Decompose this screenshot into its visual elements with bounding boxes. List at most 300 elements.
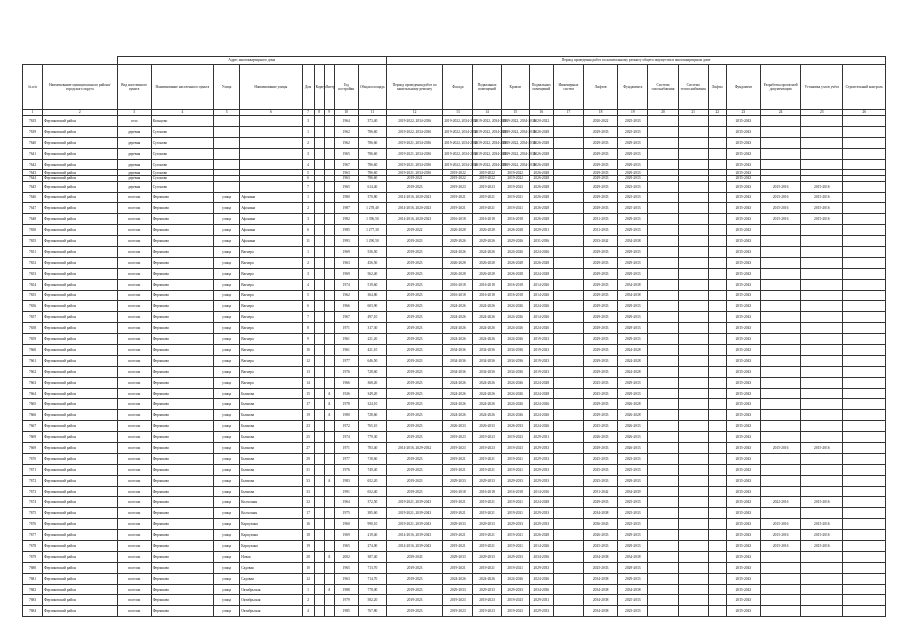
liter-cell xyxy=(324,257,334,268)
roof-cell: 2019-2021 xyxy=(501,541,529,552)
basement-cell: 2019-2021 xyxy=(473,508,501,519)
year-cell: 1983 xyxy=(334,475,358,486)
basement-cell: 2019-2021 xyxy=(473,453,501,464)
heat-cell: 2029-2033 xyxy=(618,148,648,159)
col-blank xyxy=(23,57,43,65)
street-cell: Вагнера xyxy=(240,366,302,377)
settlement-type-cell: поселок xyxy=(117,443,151,454)
settlement-type-cell: поселок xyxy=(117,290,151,301)
heat-cell: 2029-2033 xyxy=(618,225,648,236)
systems-cell: 2024-2026 xyxy=(529,410,553,421)
control-cell: 2035-2043 xyxy=(726,595,760,606)
street-type-cell: улица xyxy=(214,257,240,268)
house-cell: 13 xyxy=(302,366,314,377)
meter-cell xyxy=(801,355,843,366)
systems-cell: 2026-2028 xyxy=(529,192,553,203)
gas-cell: 2029-2033 xyxy=(584,399,618,410)
row-number: 7652 xyxy=(23,257,43,268)
district-cell: Ферзиковский район xyxy=(43,366,117,377)
street-type-cell: улица xyxy=(214,606,240,617)
dash-cell xyxy=(553,323,583,334)
area-cell: 779,30 xyxy=(358,432,386,443)
street-cell xyxy=(240,159,302,170)
settlement-type-cell: поселок xyxy=(117,203,151,214)
settlement-cell: Ферзиково xyxy=(151,595,213,606)
control-cell: 2035-2043 xyxy=(726,541,760,552)
settlement-cell: Ферзиково xyxy=(151,584,213,595)
gas-cell: 2031-2042 xyxy=(584,486,618,497)
period-cell: 2014-2016, 2020-2023 xyxy=(387,203,443,214)
year-cell: 1972 xyxy=(334,421,358,432)
settlement-type-cell: поселок xyxy=(117,562,151,573)
column-header: Дом xyxy=(302,65,314,110)
district-cell: Ферзиковский район xyxy=(43,137,117,148)
column-header: Кровли xyxy=(501,65,529,110)
district-cell: Ферзиковский район xyxy=(43,410,117,421)
supervision-cell xyxy=(843,268,886,279)
district-cell: Ферзиковский район xyxy=(43,312,117,323)
korpus-cell xyxy=(314,334,324,345)
liter-cell xyxy=(324,236,334,247)
table-row xyxy=(23,486,886,497)
roof-cell: 2016-2018 xyxy=(501,290,529,301)
dash-cell xyxy=(708,508,726,519)
meter-cell xyxy=(801,225,843,236)
house-cell: 32 xyxy=(302,497,314,508)
lift-cell xyxy=(648,203,678,214)
settlement-type-cell: поселок xyxy=(117,301,151,312)
gas-cell: 2029-2033 xyxy=(584,345,618,356)
supervision-cell xyxy=(843,355,886,366)
dash-cell xyxy=(708,562,726,573)
settlement-cell: Ферзиково xyxy=(151,279,213,290)
control-cell: 2035-2043 xyxy=(726,388,760,399)
supervision-cell xyxy=(843,159,886,170)
systems-cell: 2024-2028 xyxy=(529,268,553,279)
gas-cell: 2025-2033 xyxy=(584,562,618,573)
row-number: 7671 xyxy=(23,464,43,475)
district-cell: Ферзиковский район xyxy=(43,421,117,432)
roof-cell: 2029-2026 xyxy=(501,236,529,247)
lift-cell xyxy=(648,453,678,464)
meter-cell xyxy=(801,257,843,268)
control-cell: 2035-2043 xyxy=(726,551,760,562)
row-number: 7674 xyxy=(23,497,43,508)
liter-cell xyxy=(324,432,334,443)
facade-cell: 2019-2022, 2034-2036 xyxy=(443,159,473,170)
basement-cell: 2019-2023 xyxy=(473,606,501,617)
basement-cell: 2019-2021 xyxy=(473,464,501,475)
period-cell: 2019-2021, 2034-2036 xyxy=(387,137,443,148)
column-number: 12 xyxy=(387,110,443,116)
roof-cell: 2016-2018 xyxy=(501,214,529,225)
column-header-row xyxy=(23,65,886,110)
systems-cell: 2026-2028 xyxy=(529,148,553,159)
settlement-cell: Ферзиково xyxy=(151,388,213,399)
house-cell: 1 xyxy=(302,584,314,595)
roof-cell: 2019-2021 xyxy=(501,497,529,508)
dash-cell xyxy=(553,497,583,508)
basement-cell: 2029-2033 xyxy=(473,551,501,562)
settlement-cell: Ферзиково xyxy=(151,246,213,257)
foundation-cell xyxy=(678,453,708,464)
gas-cell: 2029-2033 xyxy=(584,148,618,159)
design-cell xyxy=(761,366,801,377)
foundation-cell xyxy=(678,475,708,486)
settlement-cell: Ферзиково xyxy=(151,345,213,356)
facade-cell: 2026-2033 xyxy=(443,421,473,432)
column-header: Общая площадь xyxy=(358,65,386,110)
settlement-type-cell: деревня xyxy=(117,137,151,148)
row-number: 7678 xyxy=(23,541,43,552)
basement-cell: 2016-2018 xyxy=(473,290,501,301)
control-cell: 2035-2043 xyxy=(726,192,760,203)
gas-cell: 2029-2033 xyxy=(584,312,618,323)
gas-cell: 2029-2033 xyxy=(584,257,618,268)
design-cell: 2015-2016 xyxy=(761,192,801,203)
lift-cell xyxy=(648,573,678,584)
settlement-type-cell: поселок xyxy=(117,519,151,530)
row-number: 7663 xyxy=(23,377,43,388)
column-number: 21 xyxy=(678,110,708,116)
korpus-cell xyxy=(314,377,324,388)
korpus-cell xyxy=(314,246,324,257)
year-cell: 1985 xyxy=(334,606,358,617)
control-cell: 2035-2043 xyxy=(726,214,760,225)
period-cell: 2019-2023 xyxy=(387,323,443,334)
foundation-cell xyxy=(678,203,708,214)
gas-cell: 2029-2033 xyxy=(584,159,618,170)
settlement-type-cell: поселок xyxy=(117,355,151,366)
column-header: Система теплоснабжения xyxy=(678,65,708,110)
street-type-cell: улица xyxy=(214,214,240,225)
systems-cell: 2026-2028 xyxy=(529,137,553,148)
period-cell: 2014-2016, 2039-2043 xyxy=(387,530,443,541)
district-cell: Ферзиковский район xyxy=(43,301,117,312)
year-cell: 1963 xyxy=(334,257,358,268)
row-number: 7647 xyxy=(23,203,43,214)
settlement-cell: Сугоново xyxy=(151,148,213,159)
gas-cell: 2029-2033 xyxy=(584,497,618,508)
district-cell: Ферзиковский район xyxy=(43,214,117,225)
dash-cell xyxy=(708,214,726,225)
design-cell xyxy=(761,421,801,432)
meter-cell xyxy=(801,366,843,377)
meter-cell xyxy=(801,377,843,388)
house-cell: 6 xyxy=(302,225,314,236)
control-cell: 2035-2043 xyxy=(726,443,760,454)
systems-cell: 2026-2028 xyxy=(529,214,553,225)
street-type-cell: улица xyxy=(214,443,240,454)
design-cell xyxy=(761,301,801,312)
basement-cell: 2019-2022, 2034-2036 xyxy=(473,137,501,148)
district-cell: Ферзиковский район xyxy=(43,268,117,279)
liter-cell xyxy=(324,148,334,159)
systems-cell: 2026-2028 xyxy=(529,126,553,137)
street-cell: Бычкова xyxy=(240,443,302,454)
facade-cell: 2019-2021 xyxy=(443,562,473,573)
year-cell: 1965 xyxy=(334,148,358,159)
street-type-cell xyxy=(214,126,240,137)
district-cell: Ферзиковский район xyxy=(43,584,117,595)
settlement-type-cell: поселок xyxy=(117,530,151,541)
house-cell: 4 xyxy=(302,159,314,170)
meter-cell xyxy=(801,551,843,562)
korpus-cell xyxy=(314,584,324,595)
gas-cell: 2034-2038 xyxy=(584,573,618,584)
street-type-cell: улица xyxy=(214,225,240,236)
year-cell: 1963 xyxy=(334,170,358,176)
period-cell: 2019-2023 xyxy=(387,334,443,345)
area-cell: 456,50 xyxy=(358,257,386,268)
control-cell: 2035-2043 xyxy=(726,312,760,323)
control-cell: 2035-2043 xyxy=(726,355,760,366)
liter-cell xyxy=(324,366,334,377)
street-cell: Афонина xyxy=(240,192,302,203)
settlement-type-cell: поселок xyxy=(117,225,151,236)
design-cell xyxy=(761,225,801,236)
street-type-cell: улица xyxy=(214,345,240,356)
street-cell: Вагнера xyxy=(240,268,302,279)
dash-cell xyxy=(553,148,583,159)
basement-cell: 2019-2022, 2034-2036 xyxy=(473,116,501,127)
settlement-cell: Ферзиково xyxy=(151,464,213,475)
dash-cell xyxy=(553,203,583,214)
korpus-cell xyxy=(314,116,324,127)
table-row xyxy=(23,116,886,127)
column-number: 1 xyxy=(23,110,43,116)
dash-cell xyxy=(708,366,726,377)
house-cell: 33 xyxy=(302,486,314,497)
table-row xyxy=(23,192,886,203)
settlement-cell: Ферзиково xyxy=(151,301,213,312)
facade-cell: 2019-2021 xyxy=(443,508,473,519)
table-row xyxy=(23,203,886,214)
area-cell: 786,60 xyxy=(358,137,386,148)
house-cell: 1 xyxy=(302,192,314,203)
basement-cell: 2026-2028 xyxy=(473,225,501,236)
control-cell: 2035-2043 xyxy=(726,562,760,573)
heat-cell: 2025-2033 xyxy=(618,519,648,530)
settlement-type-cell: поселок xyxy=(117,486,151,497)
period-cell: 2019-2021, 2039-2043 xyxy=(387,519,443,530)
house-cell: 16 xyxy=(302,519,314,530)
period-cell: 2019-2023 xyxy=(387,410,443,421)
street-type-cell: улица xyxy=(214,519,240,530)
heat-cell: 2024-2028 xyxy=(618,366,648,377)
dash-cell xyxy=(708,464,726,475)
design-cell xyxy=(761,148,801,159)
systems-cell: 2019-2023 xyxy=(529,366,553,377)
basement-cell: 2019-2022, 2034-2036 xyxy=(473,126,501,137)
table-row xyxy=(23,181,886,192)
design-cell: 2015-2016 xyxy=(761,214,801,225)
facade-cell: 2019-2022, 2034-2036 xyxy=(443,126,473,137)
supervision-cell xyxy=(843,366,886,377)
district-cell: Ферзиковский район xyxy=(43,236,117,247)
roof-cell: 2024-2026 xyxy=(501,301,529,312)
meter-cell xyxy=(801,584,843,595)
roof-cell: 2019-2023 xyxy=(501,595,529,606)
year-cell: 1976 xyxy=(334,366,358,377)
design-cell xyxy=(761,508,801,519)
lift-cell xyxy=(648,388,678,399)
roof-cell: 2019-2021 xyxy=(501,530,529,541)
street-cell: Октябрьская xyxy=(240,595,302,606)
systems-cell: 2026-2028 xyxy=(529,203,553,214)
area-cell: 387,40 xyxy=(358,551,386,562)
row-number: 7679 xyxy=(23,551,43,562)
period-cell: 2019-2021 xyxy=(387,176,443,182)
street-cell: Садовая xyxy=(240,573,302,584)
period-cell: 2019-2023 xyxy=(387,399,443,410)
street-type-cell: улица xyxy=(214,486,240,497)
settlement-cell: Ферзиково xyxy=(151,377,213,388)
settlement-cell: Ферзиково xyxy=(151,497,213,508)
meter-cell xyxy=(801,410,843,421)
korpus-cell xyxy=(314,159,324,170)
korpus-cell xyxy=(314,508,324,519)
street-cell: Вагнера xyxy=(240,301,302,312)
settlement-type-cell: поселок xyxy=(117,345,151,356)
basement-cell: 2019-2022 xyxy=(473,176,501,182)
dash-cell xyxy=(708,126,726,137)
house-cell: 29 xyxy=(302,453,314,464)
district-cell: Ферзиковский район xyxy=(43,279,117,290)
facade-cell: 2024-2026 xyxy=(443,301,473,312)
street-cell: Бычкова xyxy=(240,421,302,432)
year-cell: 1974 xyxy=(334,432,358,443)
heat-cell: 2025-2033 xyxy=(618,453,648,464)
heat-cell: 2025-2033 xyxy=(618,508,648,519)
supervision-cell xyxy=(843,486,886,497)
foundation-cell xyxy=(678,159,708,170)
table-row xyxy=(23,148,886,159)
foundation-cell xyxy=(678,312,708,323)
column-header: Период проведения работ по капитальному ремонту xyxy=(387,65,443,110)
control-cell: 2035-2043 xyxy=(726,573,760,584)
street-type-cell: улица xyxy=(214,236,240,247)
liter-cell xyxy=(324,116,334,127)
table-row xyxy=(23,508,886,519)
liter-cell xyxy=(324,137,334,148)
column-number: 4 xyxy=(151,110,213,116)
settlement-cell: Ферзиково xyxy=(151,541,213,552)
meter-cell xyxy=(801,323,843,334)
roof-cell: 2024-2026 xyxy=(501,388,529,399)
systems-cell: 2014-2026 xyxy=(529,279,553,290)
supervision-cell xyxy=(843,246,886,257)
design-cell xyxy=(761,246,801,257)
design-cell: 2022-2016 xyxy=(761,497,801,508)
meter-cell: 2015-2016 xyxy=(801,181,843,192)
systems-cell: 2029-2033 xyxy=(529,453,553,464)
facade-cell: 2034-2036 xyxy=(443,355,473,366)
house-cell: 6 xyxy=(302,176,314,182)
street-type-cell: улица xyxy=(214,595,240,606)
design-cell xyxy=(761,355,801,366)
column-number: 20 xyxy=(648,110,678,116)
house-cell: 4 xyxy=(302,279,314,290)
meter-cell xyxy=(801,334,843,345)
facade-cell: 2024-2026 xyxy=(443,573,473,584)
heat-cell: 2029-2033 xyxy=(618,301,648,312)
design-cell xyxy=(761,453,801,464)
gas-cell: 2025-2033 xyxy=(584,377,618,388)
facade-cell: 2029-2033 xyxy=(443,551,473,562)
house-cell: 19 xyxy=(302,410,314,421)
foundation-cell xyxy=(678,323,708,334)
area-cell: 519,60 xyxy=(358,279,386,290)
supervision-cell xyxy=(843,551,886,562)
settlement-cell: Ферзиково xyxy=(151,290,213,301)
control-cell: 2035-2043 xyxy=(726,345,760,356)
table-row xyxy=(23,519,886,530)
table-row xyxy=(23,595,886,606)
gas-cell: 2025-2033 xyxy=(584,453,618,464)
house-cell: 28 xyxy=(302,551,314,562)
systems-cell: 2026-2028 xyxy=(529,530,553,541)
district-cell: Ферзиковский район xyxy=(43,257,117,268)
street-type-cell xyxy=(214,181,240,192)
systems-cell: 2014-2026 xyxy=(529,541,553,552)
lift-cell xyxy=(648,475,678,486)
settlement-cell: Ферзиково xyxy=(151,530,213,541)
row-number: 7648 xyxy=(23,214,43,225)
area-cell: 786,60 xyxy=(358,176,386,182)
liter-cell xyxy=(324,312,334,323)
settlement-cell: Сугоново xyxy=(151,137,213,148)
settlement-type-cell: поселок xyxy=(117,323,151,334)
foundation-cell xyxy=(678,137,708,148)
design-cell xyxy=(761,126,801,137)
control-cell: 2035-2043 xyxy=(726,246,760,257)
period-cell: 2019-2023 xyxy=(387,606,443,617)
lift-cell xyxy=(648,246,678,257)
heat-cell: 2029-2033 xyxy=(618,475,648,486)
year-cell: 1985 xyxy=(334,225,358,236)
facade-cell: 2019-2021 xyxy=(443,192,473,203)
column-number: 14 xyxy=(473,110,501,116)
year-cell: 1993 xyxy=(334,236,358,247)
korpus-cell xyxy=(314,214,324,225)
street-type-cell: улица xyxy=(214,551,240,562)
gas-cell: 2026-2033 xyxy=(584,530,618,541)
supervision-cell xyxy=(843,475,886,486)
street-cell xyxy=(240,181,302,192)
basement-cell: 2026-2028 xyxy=(473,257,501,268)
foundation-cell xyxy=(678,421,708,432)
heat-cell: 2029-2033 xyxy=(618,170,648,176)
basement-cell: 2019-2021 xyxy=(473,497,501,508)
dash-cell xyxy=(553,116,583,127)
settlement-cell: Ферзиково xyxy=(151,432,213,443)
gas-cell: 2029-2033 xyxy=(584,334,618,345)
period-cell: 2014-2016, 2029-2032 xyxy=(387,443,443,454)
dash-cell xyxy=(553,290,583,301)
roof-cell: 2019-2021 xyxy=(501,203,529,214)
facade-cell: 2019-2021 xyxy=(443,203,473,214)
settlement-type-cell: поселок xyxy=(117,312,151,323)
district-cell: Ферзиковский район xyxy=(43,464,117,475)
dash-cell xyxy=(553,551,583,562)
heat-cell: 2034-2038 xyxy=(618,290,648,301)
district-cell: Ферзиковский район xyxy=(43,519,117,530)
liter-cell xyxy=(324,225,334,236)
liter-cell xyxy=(324,355,334,366)
year-cell: 1980 xyxy=(334,410,358,421)
table-row xyxy=(23,268,886,279)
